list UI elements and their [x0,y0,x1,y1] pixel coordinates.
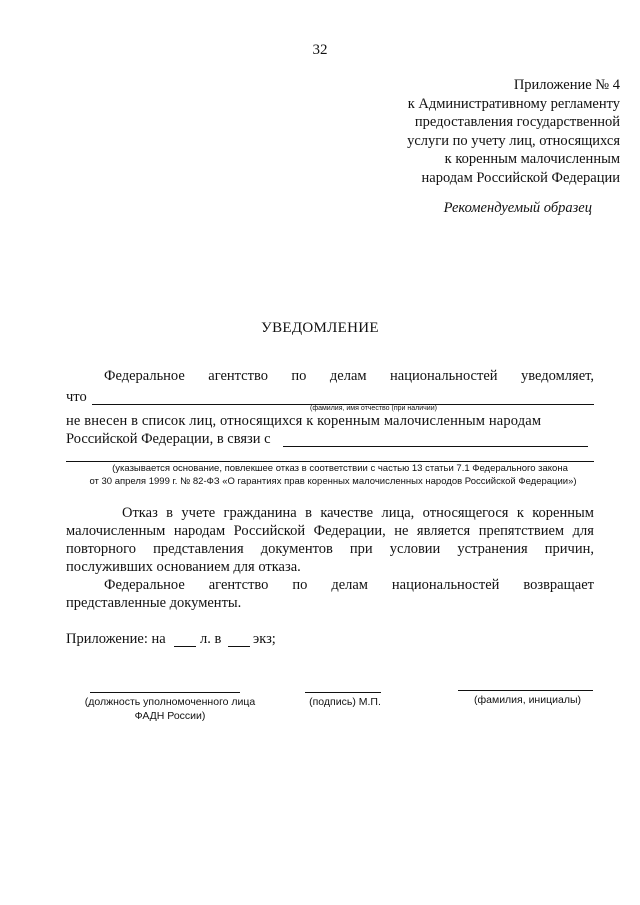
attachment-suffix: экз; [253,631,276,647]
word: лица, [381,505,415,521]
basis-hint-2: от 30 апреля 1999 г. № 82-ФЗ «О гарантиях прав коренных малочисленных народов Российской Федерации») [89,476,577,487]
word: не [394,523,409,539]
position-caption-2: ФАДН России) [134,710,206,722]
word: при [349,541,373,557]
word: для [572,523,594,539]
notice-line-3: не внесен в список лиц, относящихся к коренным малочисленным народам [66,413,542,429]
word: агентство [208,577,269,593]
appendix-line: к коренным малочисленным [444,151,620,167]
notice-line-1 [104,368,594,385]
word: в [305,505,312,521]
word: качестве [320,505,374,521]
document-title: УВЕДОМЛЕНИЕ [261,320,379,336]
word: национальностей [391,577,500,593]
word: национальностей [390,368,498,384]
copies-fill-line[interactable] [228,646,250,647]
name-sign-line[interactable] [458,690,593,691]
basis-fill-line[interactable] [66,461,594,462]
word: в [166,505,174,521]
word: по [291,368,307,384]
word: народам [173,523,226,539]
appendix-line: предоставления государственной [414,114,620,130]
recommended-sample-label: Рекомендуемый образец [443,200,592,216]
word: препятствием [478,523,565,539]
chto-label: что [66,389,87,405]
word: по [292,577,308,593]
word: делам [329,368,367,384]
word: гражданина [223,505,297,521]
name-caption: (фамилия, инициалы) [474,694,581,706]
refusal-line-1 [122,505,594,522]
sheets-fill-line[interactable] [174,646,196,647]
word: коренным [532,505,594,521]
signature-sign-line[interactable] [305,692,381,693]
word: учете [181,505,216,521]
notice-line-4: Российской Федерации, в связи с [66,431,271,447]
refusal-line-5 [104,577,594,594]
name-hint: (фамилия, имя отчество (при наличии) [310,405,437,412]
position-caption-1: (должность уполномоченного лица [84,696,256,708]
word: Федерации, [313,523,386,539]
word: Отказ [122,505,158,521]
basis-hint-1: (указывается основание, повлекшее отказ в соответствии с частью 13 статьи 7.1 Федерального закона [112,463,568,474]
appendix-line: народам Российской Федерации [421,169,620,186]
refusal-line-4: послуживших основанием для отказа. [66,559,301,575]
refusal-line-2 [66,523,594,540]
word: Федеральное [104,368,185,384]
appendix-header [340,76,620,187]
word: условии [389,541,441,557]
attachment-middle: л. в [200,631,222,647]
refusal-line-6: представленные документы. [66,595,242,611]
reason-fill-line[interactable] [283,446,588,447]
word: Российской [233,523,306,539]
word: к [516,505,524,521]
signature-caption: (подпись) М.П. [309,696,381,708]
appendix-line: к Административному регламенту [407,95,620,112]
word: Федеральное [104,577,185,593]
word: причин, [544,541,594,557]
word: возвращает [523,577,594,593]
word: относящегося [422,505,509,521]
page-number: 32 [312,42,328,58]
word: устранения [457,541,528,557]
appendix-line: Приложение № 4 [513,77,620,93]
word: повторного [66,541,136,557]
appendix-line: услуги по учету лиц, относящихся [407,132,620,149]
word: является [416,523,471,539]
word: представления [153,541,244,557]
refusal-line-3 [66,541,594,558]
position-sign-line[interactable] [90,692,240,693]
word: малочисленным [66,523,166,539]
word: делам [331,577,368,593]
word: уведомляет, [521,368,594,384]
word: агентство [208,368,268,384]
word: документов [260,541,333,557]
attachment-prefix: Приложение: на [66,631,166,647]
